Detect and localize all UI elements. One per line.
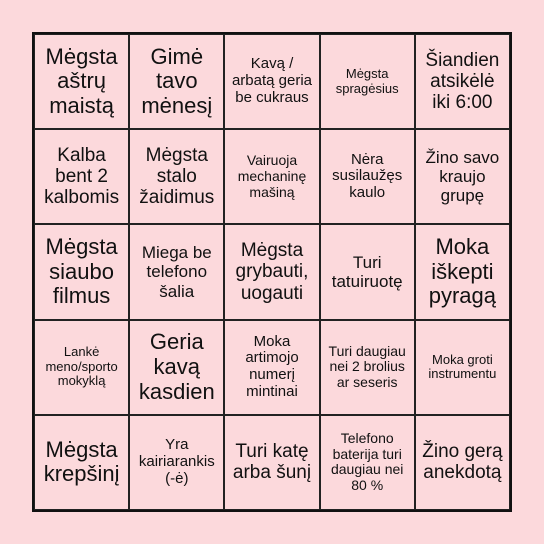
bingo-cell[interactable]: Žino savo kraujo grupę: [415, 129, 510, 224]
bingo-cell[interactable]: Nėra susilaužęs kaulo: [320, 129, 415, 224]
bingo-cell[interactable]: Lankė meno/sporto mokyklą: [34, 320, 129, 415]
bingo-cell[interactable]: Mėgsta siaubo filmus: [34, 224, 129, 319]
bingo-board: [32, 32, 512, 512]
bingo-cell[interactable]: Moka groti instrumentu: [415, 320, 510, 415]
bingo-cell[interactable]: Mėgsta stalo žaidimus: [129, 129, 224, 224]
bingo-cell[interactable]: Gimė tavo mėnesį: [129, 34, 224, 129]
bingo-cell[interactable]: Moka artimojo numerį mintinai: [224, 320, 319, 415]
bingo-cell[interactable]: Turi katę arba šunį: [224, 415, 319, 510]
bingo-cell[interactable]: Moka iškepti pyragą: [415, 224, 510, 319]
bingo-cell[interactable]: Mėgsta aštrų maistą: [34, 34, 129, 129]
bingo-cell[interactable]: Miega be telefono šalia: [129, 224, 224, 319]
bingo-cell[interactable]: Kavą / arbatą geria be cukraus: [224, 34, 319, 129]
bingo-cell[interactable]: Turi daugiau nei 2 brolius ar seseris: [320, 320, 415, 415]
bingo-cell[interactable]: Kalba bent 2 kalbomis: [34, 129, 129, 224]
bingo-cell[interactable]: Šiandien atsikėlė iki 6:00: [415, 34, 510, 129]
bingo-cell[interactable]: Yra kairiarankis (-ė): [129, 415, 224, 510]
bingo-cell[interactable]: Žino gerą anekdotą: [415, 415, 510, 510]
bingo-cell[interactable]: Mėgsta grybauti, uogauti: [224, 224, 319, 319]
bingo-cell[interactable]: Mėgsta krepšinį: [34, 415, 129, 510]
bingo-cell[interactable]: Vairuoja mechaninę mašiną: [224, 129, 319, 224]
bingo-cell[interactable]: Mėgsta spragėsius: [320, 34, 415, 129]
bingo-cell[interactable]: Turi tatuiruotę: [320, 224, 415, 319]
bingo-cell[interactable]: Geria kavą kasdien: [129, 320, 224, 415]
bingo-cell[interactable]: Telefono baterija turi daugiau nei 80 %: [320, 415, 415, 510]
